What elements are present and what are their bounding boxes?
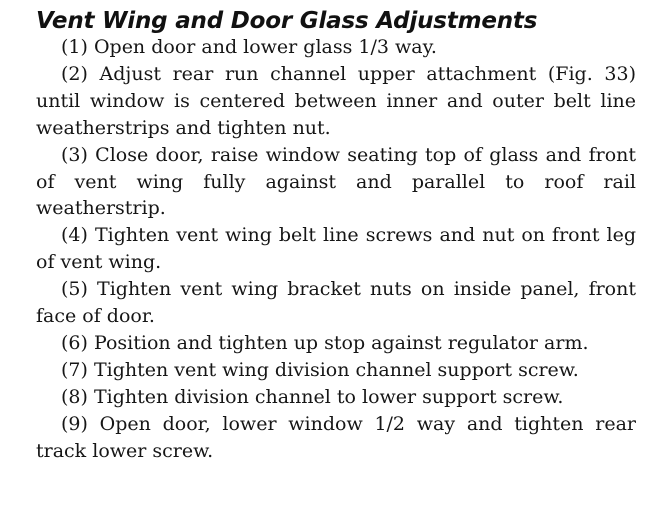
step-7: (7) Tighten vent wing division channel support screw. <box>61 358 579 381</box>
step-9: (9) Open door, lower window 1/2 way and tighten rear track lower screw. <box>36 412 636 462</box>
step-8: (8) Tighten division channel to lower support screw. <box>61 385 564 408</box>
step-2: (2) Adjust rear run channel upper attachment (Fig. 33) until window is centered between inner and outer belt line weatherstrips and tighten nut. <box>36 62 636 139</box>
section-title: Vent Wing and Door Glass Adjustments <box>36 8 538 34</box>
step-3: (3) Close door, raise window seating top of glass and front of vent wing fully against and parallel to roof rail weatherstrip. <box>36 143 636 220</box>
step-6: (6) Position and tighten up stop against regulator arm. <box>61 331 589 354</box>
step-4: (4) Tighten vent wing belt line screws and nut on front leg of vent wing. <box>36 224 636 274</box>
steps-list <box>36 34 636 465</box>
step-1: (1) Open door and lower glass 1/3 way. <box>61 36 437 58</box>
step-5: (5) Tighten vent wing bracket nuts on inside panel, front face of door. <box>36 278 636 328</box>
